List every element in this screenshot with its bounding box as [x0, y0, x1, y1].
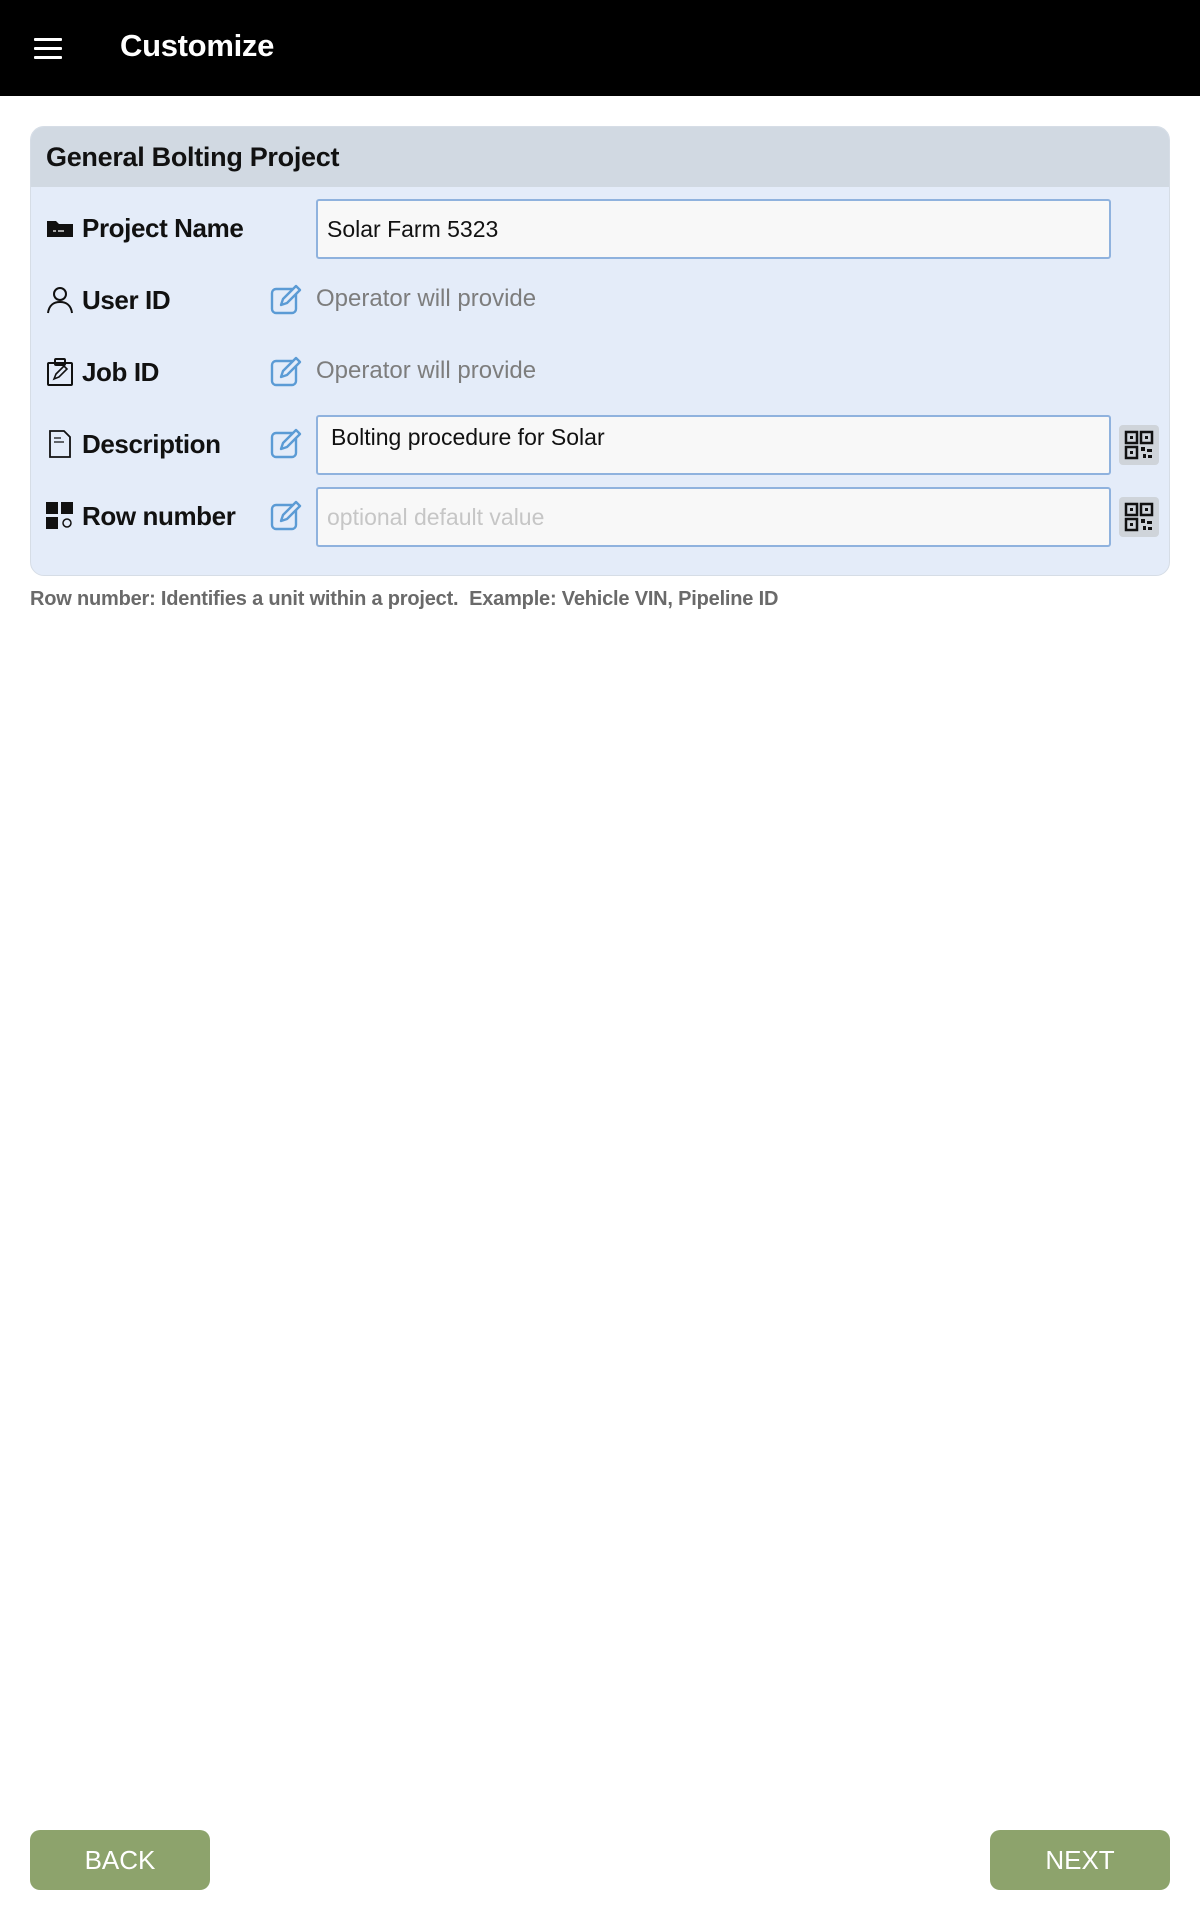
job-id-value: Operator will provide [316, 357, 537, 384]
page-title: Customize [120, 28, 275, 63]
card-title: General Bolting Project [46, 141, 340, 172]
grid-icon [45, 501, 75, 531]
row-number-input[interactable] [316, 487, 1111, 547]
next-button[interactable]: NEXT [990, 1830, 1170, 1890]
row-number-help-text: Row number: Identifies a unit within a project. Example: Vehicle VIN, Pipeline ID [30, 588, 779, 610]
back-button[interactable]: BACK [30, 1830, 210, 1890]
app-bar [0, 0, 1200, 96]
project-name-label: Project Name [82, 213, 244, 243]
folder-icon [45, 213, 75, 243]
job-id-row [31, 343, 1170, 403]
row-number-row [31, 487, 1170, 547]
clipboard-icon [45, 357, 75, 387]
description-row [31, 415, 1170, 475]
user-id-row [31, 271, 1170, 331]
qr-code-icon [1124, 502, 1154, 532]
qr-code-icon [1124, 430, 1154, 460]
user-id-value: Operator will provide [316, 285, 537, 312]
project-card [30, 126, 1170, 576]
job-id-label: Job ID [82, 357, 160, 387]
user-id-label: User ID [82, 285, 171, 315]
edit-icon[interactable] [269, 355, 303, 389]
project-name-row [31, 199, 1170, 259]
qr-scan-button[interactable] [1119, 425, 1159, 465]
qr-scan-button[interactable] [1119, 497, 1159, 537]
edit-icon[interactable] [269, 499, 303, 533]
document-icon [45, 429, 75, 459]
user-icon [45, 285, 75, 315]
description-label: Description [82, 429, 221, 459]
edit-icon[interactable] [269, 283, 303, 317]
description-input[interactable] [316, 415, 1111, 475]
project-name-input[interactable] [316, 199, 1111, 259]
edit-icon[interactable] [269, 427, 303, 461]
hamburger-menu-icon[interactable] [34, 30, 74, 66]
card-header [31, 127, 1169, 187]
row-number-label: Row number [82, 501, 236, 531]
